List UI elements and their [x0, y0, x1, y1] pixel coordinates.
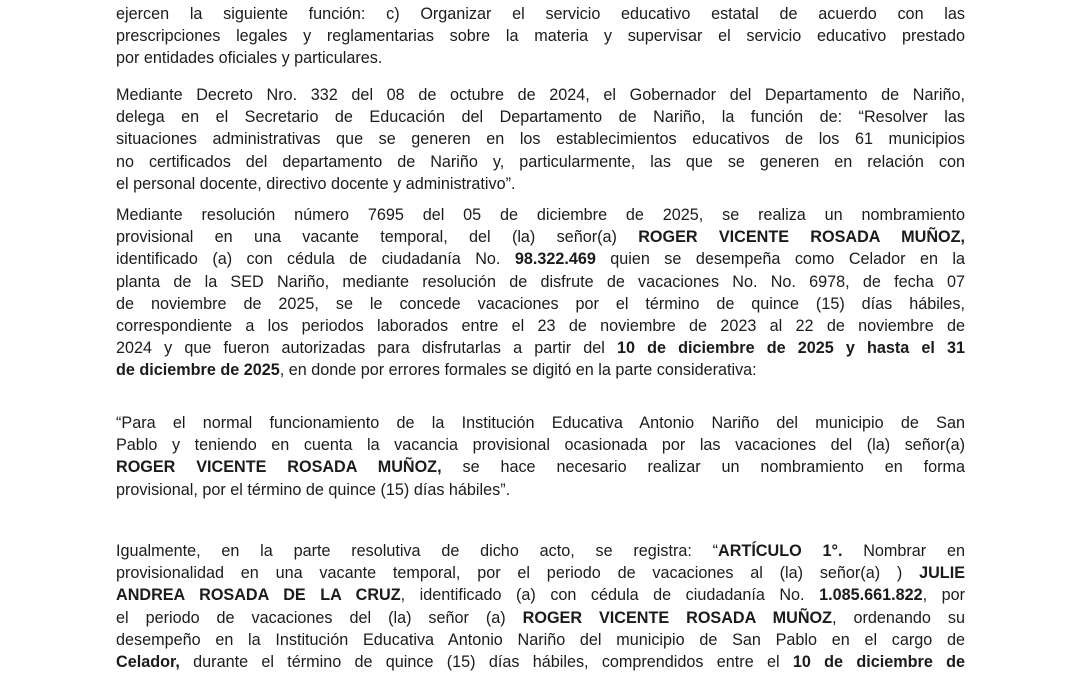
text-line: por entidades oficiales y particulares.: [116, 49, 383, 68]
text-line: Pablo y teniendo en cuenta la vacancia provisional ocasionada por las vacaciones del (la) señor(a): [116, 436, 965, 455]
text-line: “Para el normal funcionamiento de la Institución Educativa Antonio Nariño del municipio de San: [116, 414, 965, 432]
paragraph-quote: [116, 412, 965, 501]
date-start: 10 de diciembre de: [792, 653, 965, 672]
text-line: desempeño en la Institución Educativa Antonio Nariño del municipio de San Pablo en el cargo de: [116, 630, 965, 649]
text-line: ejercen la siguiente función: c) Organizar el servicio educativo estatal de acuerdo con las: [116, 5, 965, 23]
text-line: Igualmente, en la parte resolutiva de dicho acto, se registra: “ARTÍCULO 1°. Nombrar en: [116, 542, 965, 560]
job-title: Celador,: [116, 653, 180, 672]
text-line: provisional, por el término de quince (15) días hábiles”.: [116, 480, 511, 499]
paragraph-resolution: [116, 204, 965, 382]
text-line: delega en el Secretario de Educación del Departamento de Nariño, la función de: “Resolver las: [116, 108, 965, 127]
paragraph-decree: [116, 84, 965, 195]
date-range: 10 de diciembre de 2025 y hasta el 31: [616, 339, 965, 358]
person-name: ANDREA ROSADA DE LA CRUZ: [116, 586, 401, 605]
text-line: correspondiente a los periodos laborados entre el 23 de noviembre de 2023 al 22 de noviembre de: [116, 317, 965, 336]
text-line: identificado (a) con cédula de ciudadanía No. 98.322.469 quien se desempeña como Celador en la: [116, 250, 965, 269]
text-line: de diciembre de 2025, en donde por errores formales se digitó en la parte considerativa:: [116, 361, 757, 380]
text-line: 2024 y que fueron autorizadas para disfrutarlas a partir del 10 de diciembre de 2025 y hasta el 31: [116, 339, 965, 358]
paragraph-article: [116, 540, 965, 673]
text-line: ANDREA ROSADA DE LA CRUZ, identificado (a) con cédula de ciudadanía No. 1.085.661.822, por: [116, 586, 965, 605]
article-label: ARTÍCULO 1°.: [718, 542, 843, 560]
paragraph-function: [116, 3, 965, 70]
person-name: ROGER VICENTE ROSADA MUÑOZ: [522, 608, 833, 627]
id-number: 1.085.661.822: [819, 586, 923, 605]
text-line: Mediante resolución número 7695 del 05 de diciembre de 2025, se realiza un nombramiento: [116, 206, 965, 224]
id-number: 98.322.469: [514, 250, 596, 269]
text-line: de noviembre de 2025, se le concede vacaciones por el término de quince (15) días hábiles,: [116, 294, 965, 313]
date-end: de diciembre de 2025: [116, 361, 280, 380]
text-line: situaciones administrativas que se generen en los establecimientos educativos de los 61 municipios: [116, 130, 965, 149]
person-name: ROGER VICENTE ROSADA MUÑOZ,: [116, 458, 442, 477]
text-line: provisionalidad en una vacante temporal, por el periodo de vacaciones al (la) señor(a) ) JULIE: [116, 564, 965, 583]
text-line: planta de la SED Nariño, mediante resolución de disfrute de vacaciones No. No. 6978, de fecha 07: [116, 272, 965, 291]
text-line: el periodo de vacaciones del (la) señor (a) ROGER VICENTE ROSADA MUÑOZ, ordenando su: [116, 608, 965, 627]
text-line: ROGER VICENTE ROSADA MUÑOZ, se hace necesario realizar un nombramiento en forma: [116, 458, 965, 477]
person-name: ROGER VICENTE ROSADA MUÑOZ,: [638, 228, 965, 247]
text-line: el personal docente, directivo docente y administrativo”.: [116, 174, 516, 193]
text-line: no certificados del departamento de Nariño y, particularmente, las que se generen en relación con: [116, 152, 965, 171]
text-line: Mediante Decreto Nro. 332 del 08 de octubre de 2024, el Gobernador del Departamento de Nariño,: [116, 86, 965, 104]
text-line: provisional en una vacante temporal, del (la) señor(a) ROGER VICENTE ROSADA MUÑOZ,: [116, 228, 965, 247]
person-name: JULIE: [919, 564, 965, 583]
text-line: prescripciones legales y reglamentarias sobre la materia y supervisar el servicio educativo prestado: [116, 27, 965, 46]
text-line: Celador, durante el término de quince (15) días hábiles, comprendidos entre el 10 de diciembre de: [116, 653, 965, 672]
